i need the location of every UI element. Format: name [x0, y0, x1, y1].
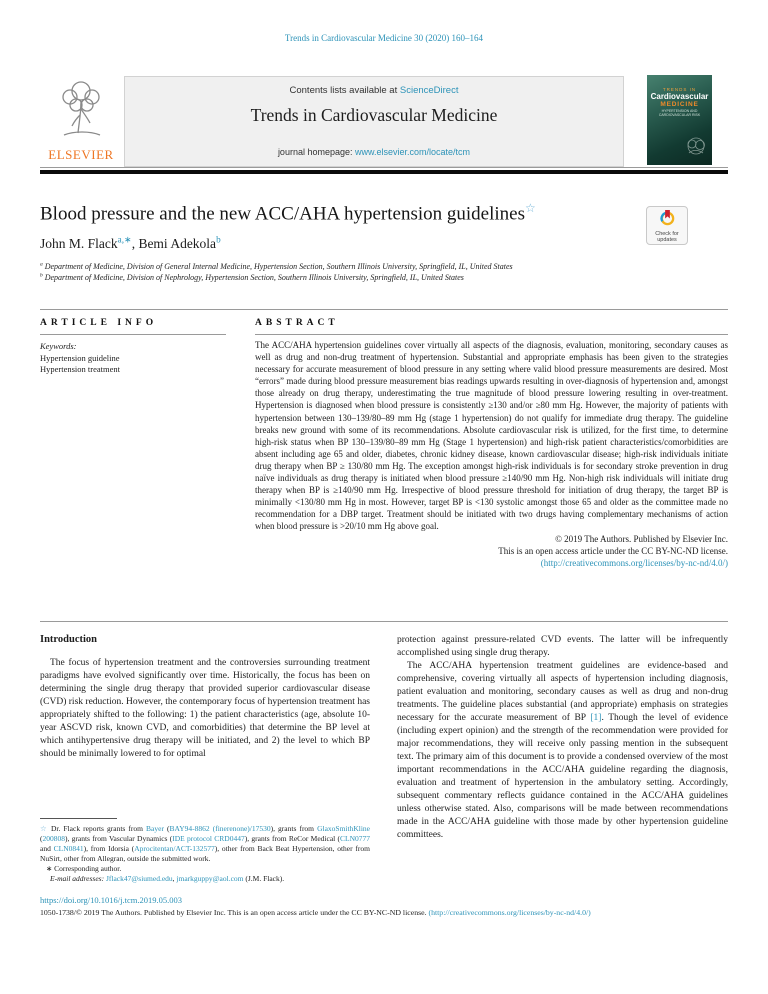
abstract-copyright: © 2019 The Authors. Published by Elsevier Inc. — [555, 533, 728, 544]
inline-link[interactable]: jmarkguppy@aol.com — [176, 874, 244, 883]
masthead-thick-rule — [40, 170, 728, 174]
footnote-block — [40, 818, 370, 884]
doi-link[interactable]: https://doi.org/10.1016/j.tcm.2019.05.003 — [40, 895, 182, 905]
inline-link[interactable]: Jflack47@siumed.edu — [105, 874, 173, 883]
inline-text: 1050-1738/© 2019 The Authors. Published by Elsevier Inc. This is an open access article under the CC BY-NC-ND license. — [40, 908, 429, 917]
title-footnote-star[interactable]: ☆ — [524, 201, 536, 215]
abstract-license-url[interactable]: (http://creativecommons.org/licenses/by-nc-nd/4.0/) — [540, 557, 728, 568]
affiliation-b — [40, 272, 700, 283]
inline-link[interactable]: CLN0841 — [53, 844, 84, 853]
contents-line — [125, 85, 623, 96]
homepage-link[interactable]: www.elsevier.com/locate/tcm — [355, 147, 471, 157]
inline-text: , — [131, 236, 139, 251]
contents-prefix: Contents lists available at — [289, 85, 400, 96]
elsevier-tree-icon — [50, 77, 112, 141]
article-info-header: ARTICLE INFO — [40, 318, 158, 328]
check-for-updates-badge[interactable] — [646, 206, 688, 245]
article-title-text: Blood pressure and the new ACC/AHA hypertension guidelines — [40, 203, 525, 225]
journal-banner — [124, 76, 624, 167]
affiliation-b-text: Department of Medicine, Division of Nephrology, Hypertension Section, Southern Illinois University, Springfield, IL, United States — [44, 273, 464, 282]
inline-text: ), other from Back Beat Hypertension, other from NuSirt, other from Allegran, outside the submitted work. — [40, 844, 370, 863]
inline-text: (J.M. Flack). — [243, 874, 285, 883]
conflict-of-interest-note — [40, 824, 370, 864]
left-column — [40, 634, 370, 761]
journal-cover-thumbnail — [647, 75, 712, 165]
abstract-text: The ACC/AHA hypertension guidelines cover virtually all aspects of the diagnosis, evaluation, monitoring, secondary causes as well as drug and non-drug treatment of hypertension. Substantial and appropriate emphasis has been given to the strategies necessary for accurate measurement of blood pressure in any setting where valid blood pressure measurements are desired. Most “errors” made during blood pressure measurement bias readings upwards resulting in over-diagnosis of hypertension and, amongst those already on drug therapy, underestimating the true magnitude of blood pressure lowering resulting in over-treatment. Hypertension is diagnosed when blood pressure is consistently ≥130 and/or ≥80 mm Hg. However, the majority of patients with hypertension between 130–139/80–89 mm Hg (stage 1 hypertension) do not qualify for immediate drug therapy. The guideline breaks new ground with some of its recommendations. Absolute cardiovascular risk is utilized, for the first time, to determine high-risk status when BP 130–139/80–89 mm Hg (Stage 1 hypertension) and high-risk patient characteristics/comorbidities are absent including age 65 and older, diabetes, chronic kidney disease, known cardiovascular disease; high-risk individuals initiate drug therapy when BP ≥ 130/80 mm Hg. The exception amongst high-risk individuals is for secondary stroke prevention in drug naïve individuals as drug therapy is initiated when blood pressure ≥140/90 mm Hg. Non-high risk individuals will initiate drug therapy when BP is ≥140/90 mm Hg. Irrespective of blood pressure threshold for initiation of drug therapy, the target BP is minimally <130/80 mm Hg in most. However, target BP is <130 systolic amongst those 65 and older as the committee made no recommendation for a DBP target. Treatment should be initiated with two drugs having complementary mechanisms of action when blood pressure is >20/10 mm Hg above goal. — [255, 340, 728, 532]
inline-text: The ACC/AHA hypertension treatment guidelines are evidence-based and comprehensive, covering virtually all aspects of hypertension including diagnosis, patient evaluation and monitoring, secondary causes as well as drug and non-drug treatments. The guideline places substantial (and appropriate) emphasis on strategies necessary for the accurate measurement of BP — [397, 661, 728, 723]
article-info-rule — [40, 334, 226, 335]
right-paragraph-2 — [397, 660, 728, 842]
inline-text: ), from Idorsia ( — [83, 844, 135, 853]
inline-link[interactable]: (http://creativecommons.org/licenses/by-nc-nd/4.0/) — [428, 908, 591, 917]
inline-text: ), grants from — [270, 824, 318, 833]
badge-line1: Check for — [655, 231, 679, 237]
keyword-2: Hypertension treatment — [40, 364, 121, 374]
inline-text: John M. Flack — [40, 236, 118, 251]
elsevier-wordmark: ELSEVIER — [48, 147, 114, 162]
affiliation-b-sup: b — [40, 272, 43, 279]
right-column — [397, 634, 728, 842]
affiliations — [40, 261, 700, 283]
inline-link[interactable]: IDE protocol CRD0447 — [172, 834, 245, 843]
intro-paragraph: The focus of hypertension treatment and the controversies surrounding treatment paradigms have evolved significantly over time. Historically, the focus has been on determining the single drug therapy that provided superior cardiovascular disease (CVD) risk reduction. However, the contemporary focus of hypertension treatment has appropriately shifted to the following: 1) the patient characteristics (age, absolute 10-year ASCVD risk, known CVD, and comorbidities) that determine the BP level at which antihypertensive drug therapy will be initiated, and 2) the level to which BP should be minimally lowered to for optimal — [40, 658, 370, 759]
right-paragraph-1: protection against pressure-related CVD events. The latter will be infrequently accomplished using single drug therapy. — [397, 635, 728, 658]
abstract-license-line: This is an open access article under the CC BY-NC-ND license. — [498, 545, 728, 556]
inline-link[interactable]: Bayer — [146, 824, 164, 833]
journal-title: Trends in Cardiovascular Medicine — [250, 105, 498, 125]
homepage-line — [125, 147, 623, 157]
introduction-heading: Introduction — [40, 634, 97, 645]
cover-line4: HYPERTENSION AND CARDIOVASCULAR RISK — [658, 109, 701, 117]
inline-text: ), grants from Vascular Dynamics ( — [65, 834, 173, 843]
cover-line3: MEDICINE — [660, 101, 699, 108]
footnote-separator — [40, 818, 117, 819]
inline-text: ( — [40, 834, 43, 843]
keywords-label: Keywords: — [40, 341, 77, 351]
inline-text: ), grants from ReCor Medical ( — [244, 834, 341, 843]
section-bottom-hairline — [40, 621, 728, 622]
author-list — [40, 236, 640, 252]
cover-line2: Cardiovascular — [650, 92, 709, 101]
journal-citation: Trends in Cardiovascular Medicine 30 (2020) 160–164 — [284, 33, 484, 43]
inline-text: ☆ — [40, 824, 51, 833]
inline-link[interactable]: GlaxoSmithKline — [317, 824, 370, 833]
abstract-rule — [255, 334, 728, 335]
affiliation-a-text: Department of Medicine, Division of General Internal Medicine, Hypertension Section, Southern Illinois University, Springfield, IL, United States — [44, 262, 513, 271]
inline-link[interactable]: BAY94-8862 (finerenone)/17530 — [169, 824, 271, 833]
section-top-hairline — [40, 309, 728, 310]
article-title — [40, 201, 640, 225]
inline-link[interactable]: CLN0777 — [340, 834, 371, 843]
inline-text: and — [40, 844, 54, 853]
email-addresses-note — [40, 874, 370, 884]
keywords-block — [40, 341, 226, 376]
keyword-1: Hypertension guideline — [40, 352, 120, 363]
corresponding-author-note: ∗ Corresponding author. — [46, 864, 122, 873]
issn-copyright-line — [40, 908, 728, 917]
inline-text: E-mail addresses: — [50, 874, 106, 883]
inline-link[interactable]: a,∗ — [117, 234, 132, 245]
elsevier-logo — [40, 77, 122, 165]
inline-text: , — [172, 874, 177, 883]
inline-text: Bemi Adekola — [138, 236, 217, 251]
homepage-prefix: journal homepage: — [277, 147, 355, 157]
masthead-bottom-hairline — [40, 167, 728, 168]
inline-text: . Though the level of evidence (including expert opinion) and the strength of the recommendation were provided for major recommendations, they will receive only passing mention in the subsequent text. The primary aim of this document is to provide a condensed overview of the most important recommendations in the ACC/AHA guideline regarding the diagnosis, evaluation and treatment of hypertension in the ambulatory setting. Accordingly, subsequent commentary reflects guidance contained in the ACC/AHA guidelines unless otherwise stated. Also, comparisons will be made between recommendations made in the ACC/AHA guideline with those made by other hypertension guideline committees. — [397, 713, 728, 840]
inline-text: Dr. Flack reports grants from — [50, 824, 147, 833]
inline-link[interactable]: Aprocitentan/ACT-132577 — [134, 844, 215, 853]
inline-link[interactable]: 200808 — [42, 834, 65, 843]
cover-line1: TRENDS IN — [662, 87, 697, 92]
abstract-header: ABSTRACT — [255, 318, 339, 328]
inline-text: ( — [163, 824, 170, 833]
badge-line2: updates — [657, 237, 677, 243]
sciencedirect-link[interactable]: ScienceDirect — [399, 85, 459, 96]
affiliation-a-sup: a — [40, 261, 43, 268]
inline-link[interactable]: b — [216, 234, 221, 245]
check-updates-icon — [659, 209, 676, 226]
abstract-block — [255, 339, 728, 569]
inline-link[interactable]: [1] — [590, 713, 602, 723]
affiliation-a — [40, 261, 700, 272]
cover-heart-sketch-icon — [683, 133, 709, 159]
